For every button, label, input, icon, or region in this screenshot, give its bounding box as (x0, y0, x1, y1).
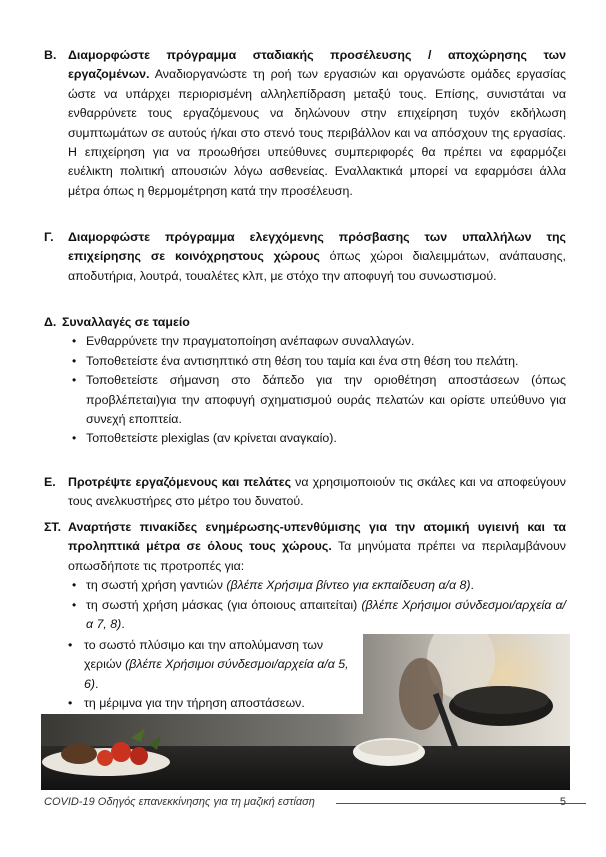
section-marker: Β. (44, 48, 57, 62)
bullet-icon: • (72, 431, 77, 446)
section-d (44, 313, 566, 449)
bullet-icon: • (72, 578, 77, 593)
section-text: όπως χώροι διαλειμμάτων, ανάπαυσης, αποδυτήρια, λουτρά, τουαλέτες κλπ, με στόχο την αποφυγή του συνωστισμού. (68, 249, 566, 283)
footer-rule (336, 803, 586, 804)
section-marker: Δ. (44, 315, 57, 329)
section-marker: Ε. (44, 475, 56, 489)
section-marker: ΣΤ. (44, 520, 62, 534)
section-b (44, 46, 566, 201)
list-item: • τη μέριμνα για την τήρηση αποστάσεων. (62, 694, 362, 713)
section-text: Τα μηνύματα πρέπει να περιλαμβάνουν οπωσδήποτε τις προτροπές για: (68, 539, 566, 573)
page-footer (44, 794, 566, 812)
list-item: • το σωστό πλύσιμο και την απολύμανση των χεριών (βλέπε Χρήσιμοι σύνδεσμοι/αρχεία α/α 5, 6). (68, 638, 349, 691)
list-item: • Ενθαρρύνετε την πραγματοποίηση ανέπαφων συναλλαγών. (68, 332, 566, 351)
list-item: • Τοποθετείστε ένα αντισηπτικό στη θέση του ταμία και ένα στη θέση του πελάτη. (68, 352, 566, 371)
bullet-icon: • (72, 597, 77, 612)
list-item: • Τοποθετείστε plexiglas (αν κρίνεται αναγκαίο). (68, 429, 566, 448)
section-e (44, 473, 566, 512)
section-heading: Διαμορφώστε πρόγραμμα ελεγχόμενης πρόσβασης των υπαλλήλων της επιχείρησης σε κοινόχρηστους χώρους (68, 230, 566, 264)
bullet-icon: • (72, 353, 77, 368)
bullet-icon: • (72, 334, 77, 349)
section-heading: Προτρέψτε εργαζόμενους και πελάτες (68, 475, 292, 489)
section-heading: Διαμορφώστε πρόγραμμα σταδιακής προσέλευσης / αποχώρησης των εργαζομένων. (68, 48, 566, 82)
section-text: Αναδιοργανώστε τη ροή των εργασιών και οργανώστε ομάδες εργασίας ώστε να υπάρχει περιορισμένη αλληλεπίδραση μεταξύ τους. Επίσης, συνιστάται να ενθαρρύνετε τους εργαζόμενους να δηλώνουν στην επιχείρηση τυχόν εκδήλωση συμπτωμάτων σε αυτούς ή/και στο στενό τους περιβάλλον και να απόσχουν της εργασίας. Η επιχείρηση για να προωθήσει υπεύθυνες συμπεριφορές θα πρέπει να εφαρμόζει ευέλικτη πολιτική απουσιών λόγω ασθενείας. Εναλλακτικά μπορεί να εφαρμόσει άλλα μέτρα όπως η θερμομέτρηση κατά την προσέλευση. (68, 67, 566, 198)
bullet-list (68, 576, 566, 634)
section-heading: Συναλλαγές σε ταμείο (62, 315, 190, 329)
bullet-icon: • (68, 638, 73, 652)
section-st (44, 518, 566, 634)
bullet-icon: • (68, 696, 73, 711)
bullet-list-overlay (62, 636, 362, 714)
list-item: • Τοποθετείστε σήμανση στο δάπεδο για την οριοθέτηση αποστάσεων (όπως προβλέπεται)για την αποφυγή σχηματισμού ουράς πελατών και ορίστε υπεύθυνο για συνεχή εποπτεία. (72, 373, 566, 427)
section-heading: Αναρτήστε πινακίδες ενημέρωσης-υπενθύμισης για την ατομική υγιεινή και τα προληπτικά μέτρα σε όλους τους χώρους. (68, 520, 566, 554)
page-number: 5 (559, 796, 566, 808)
list-item: • τη σωστή χρήση μάσκας (για όποιους απαιτείται) (βλέπε Χρήσιμοι σύνδεσμοι/αρχεία α/α 7, 8). (72, 597, 566, 632)
bullet-list (68, 332, 566, 448)
section-text: να χρησιμοποιούν τις σκάλες και να αποφεύγουν τους ανελκυστήρες στο μέτρο του δυνατού. (68, 475, 566, 509)
footer-title: COVID-19 Οδηγός επανεκκίνησης για τη μαζική εστίαση (44, 796, 315, 808)
section-g (44, 228, 566, 286)
section-marker: Γ. (44, 230, 54, 244)
bullet-icon: • (72, 373, 77, 388)
list-item: • τη σωστή χρήση γαντιών (βλέπε Χρήσιμα βίντεο για εκπαίδευση α/α 8). (68, 576, 566, 595)
